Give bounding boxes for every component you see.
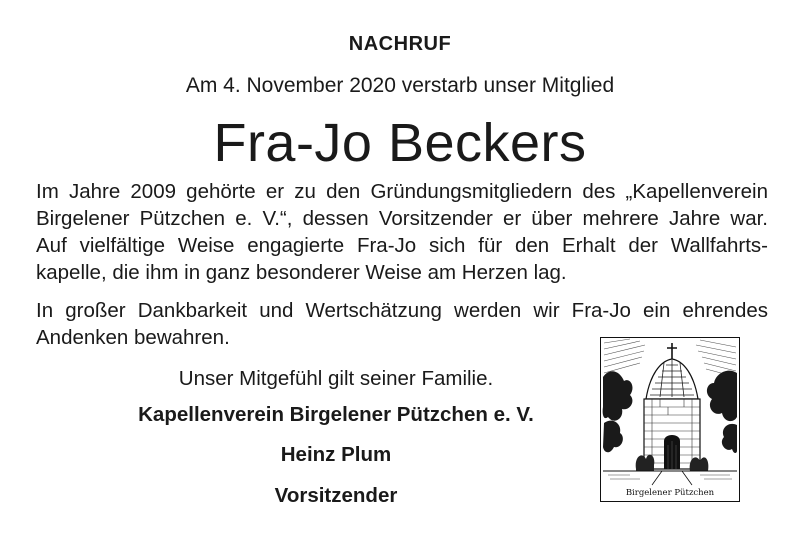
notice-intro: Am 4. November 2020 verstarb unser Mitglied (185, 74, 615, 97)
paragraph-line: kapelle, die ihm in ganz besonderer Weise am Herzen lag. (36, 261, 567, 284)
deceased-name: Fra-Jo Beckers (213, 113, 587, 173)
notice-heading: NACHRUF (348, 33, 452, 55)
tribute-paragraph-1 (36, 178, 768, 286)
chapel-illustration (600, 337, 740, 502)
paragraph-line: Auf vielfältige Weise engagierte Fra-Jo sich für den Erhalt der Wallfahrts- (36, 234, 768, 257)
illustration-caption: Birgelener Pützchen (625, 488, 715, 498)
signature-role: Vorsitzender (274, 484, 398, 507)
paragraph-line: Andenken bewahren. (36, 326, 230, 349)
paragraph-line: Birgelener Pützchen e. V.“, dessen Vorsitzender er über mehrere Jahre war. (36, 207, 768, 230)
signature-organization: Kapellenverein Birgelener Pützchen e. V. (138, 403, 534, 426)
paragraph-line: Im Jahre 2009 gehörte er zu den Gründungsmitgliedern des „Kapellenverein (36, 180, 768, 203)
signature-person: Heinz Plum (280, 443, 392, 466)
paragraph-line: In großer Dankbarkeit und Wertschätzung werden wir Fra-Jo ein ehrendes (36, 299, 768, 322)
condolence-line: Unser Mitgefühl gilt seiner Familie. (178, 367, 494, 390)
